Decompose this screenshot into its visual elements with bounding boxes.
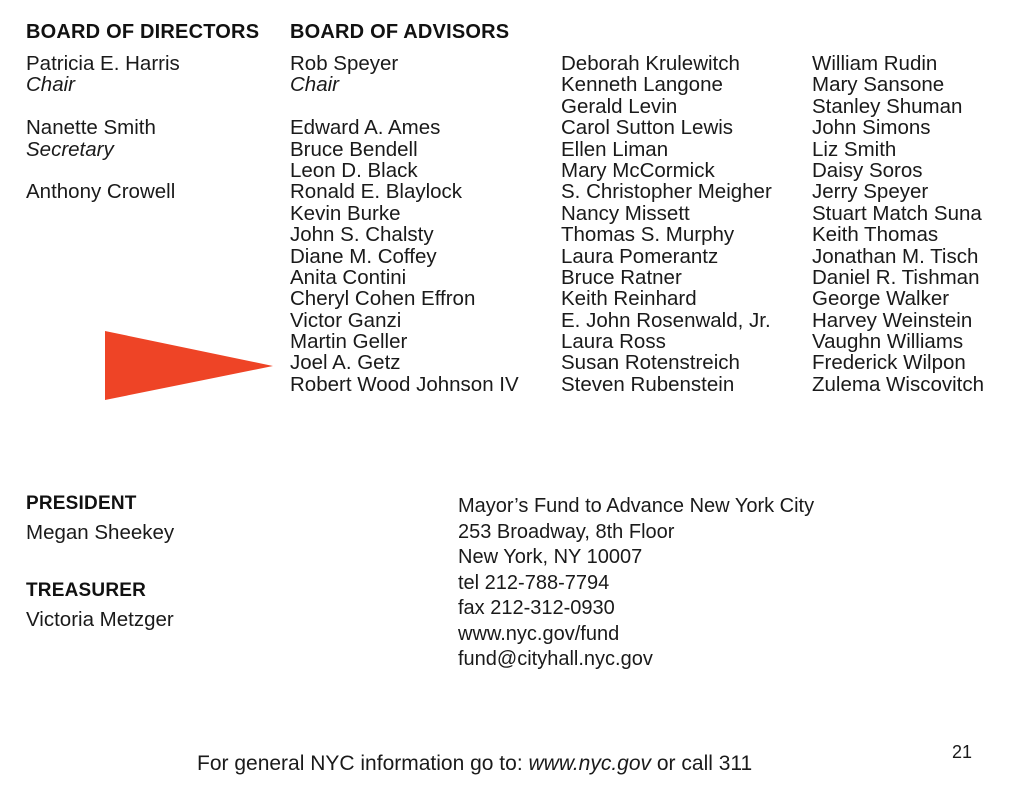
contact-block	[458, 494, 814, 673]
page-number: 21	[952, 742, 973, 762]
board-of-advisors-heading: BOARD OF ADVISORS	[290, 21, 510, 43]
advisor-name: Martin Geller	[290, 330, 408, 354]
director-role: Chair	[26, 73, 75, 97]
advisor-name: Ellen Liman	[561, 137, 669, 161]
advisor-name: Thomas S. Murphy	[561, 223, 735, 247]
advisor-name: Susan Rotenstreich	[561, 351, 740, 375]
board-of-directors-heading: BOARD OF DIRECTORS	[26, 21, 260, 43]
advisor-name: John S. Chalsty	[290, 223, 434, 247]
advisor-name: Ronald E. Blaylock	[290, 180, 463, 204]
email-link[interactable]: fund@cityhall.nyc.gov	[458, 648, 653, 670]
advisor-name: Daniel R. Tishman	[812, 265, 980, 289]
advisor-name: Joel A. Getz	[290, 351, 401, 375]
president-name: Megan Sheekey	[26, 521, 175, 544]
advisor-name: Anita Contini	[290, 265, 407, 289]
footer-prefix: For general NYC information go to:	[197, 752, 529, 775]
advisors-column-2	[561, 53, 772, 395]
advisor-name: Nancy Missett	[561, 201, 690, 225]
advisor-name: Bruce Bendell	[290, 137, 418, 161]
advisor-name: Mary Sansone	[812, 73, 945, 97]
board-of-directors-list	[26, 53, 180, 203]
advisor-name: Carol Sutton Lewis	[561, 116, 734, 140]
pennant-flag-icon	[105, 331, 275, 401]
director-name: Nanette Smith	[26, 116, 156, 140]
advisor-name: Deborah Krulewitch	[561, 52, 740, 75]
advisor-name: Stuart Match Suna	[812, 201, 982, 225]
president-heading: PRESIDENT	[26, 493, 137, 514]
advisor-name: S. Christopher Meigher	[561, 180, 772, 204]
advisor-name: Leon D. Black	[290, 158, 418, 182]
director-name: Anthony Crowell	[26, 180, 176, 204]
advisor-name: Daisy Soros	[812, 158, 923, 182]
advisors-column-3	[812, 53, 984, 395]
advisor-name: Laura Ross	[561, 330, 666, 354]
advisor-name: Keith Thomas	[812, 223, 939, 247]
advisor-name: Steven Rubenstein	[561, 372, 735, 396]
organization-name: Mayor’s Fund to Advance New York City	[458, 495, 815, 517]
address-line-1: 253 Broadway, 8th Floor	[458, 520, 675, 543]
advisor-name: Zulema Wiscovitch	[812, 372, 985, 396]
advisor-name: Kenneth Langone	[561, 73, 723, 97]
website-link[interactable]: www.nyc.gov/fund	[458, 622, 620, 645]
advisor-name: Cheryl Cohen Effron	[290, 287, 476, 311]
address-line-2: New York, NY 10007	[458, 546, 643, 568]
advisor-name: Keith Reinhard	[561, 287, 697, 311]
director-name: Patricia E. Harris	[26, 52, 180, 75]
advisor-name: Harvey Weinstein	[812, 308, 973, 332]
footer-link[interactable]: www.nyc.gov	[528, 752, 652, 775]
advisor-name: Vaughn Williams	[812, 330, 964, 354]
advisor-name: Victor Ganzi	[290, 308, 402, 332]
advisor-name: Robert Wood Johnson IV	[290, 372, 519, 396]
footer-note	[197, 752, 752, 776]
advisor-name: William Rudin	[812, 52, 938, 75]
director-role: Secretary	[26, 137, 114, 161]
advisor-name: Frederick Wilpon	[812, 351, 966, 375]
advisor-name: Diane M. Coffey	[290, 244, 437, 268]
advisor-name: Liz Smith	[812, 137, 897, 161]
advisor-name: John Simons	[812, 116, 931, 140]
fax: fax 212-312-0930	[458, 597, 615, 619]
advisor-name: Stanley Shuman	[812, 94, 963, 118]
advisor-name: Laura Pomerantz	[561, 244, 719, 268]
advisor-name: Mary McCormick	[561, 158, 715, 182]
telephone: tel 212-788-7794	[458, 571, 610, 594]
advisor-name: E. John Rosenwald, Jr.	[561, 308, 771, 332]
advisors-column-1	[290, 53, 519, 395]
advisor-name: George Walker	[812, 287, 950, 311]
advisor-name: Jonathan M. Tisch	[812, 244, 979, 268]
advisor-chair-role: Chair	[290, 73, 339, 97]
footer-suffix: or call 311	[651, 752, 753, 775]
advisor-chair-name: Rob Speyer	[290, 52, 399, 75]
treasurer-heading: TREASURER	[26, 580, 147, 601]
advisor-name: Kevin Burke	[290, 201, 401, 225]
advisor-name: Bruce Ratner	[561, 265, 682, 289]
advisor-name: Edward A. Ames	[290, 116, 441, 140]
treasurer-name: Victoria Metzger	[26, 608, 174, 631]
advisor-name: Jerry Speyer	[812, 180, 929, 204]
advisor-name: Gerald Levin	[561, 94, 678, 118]
